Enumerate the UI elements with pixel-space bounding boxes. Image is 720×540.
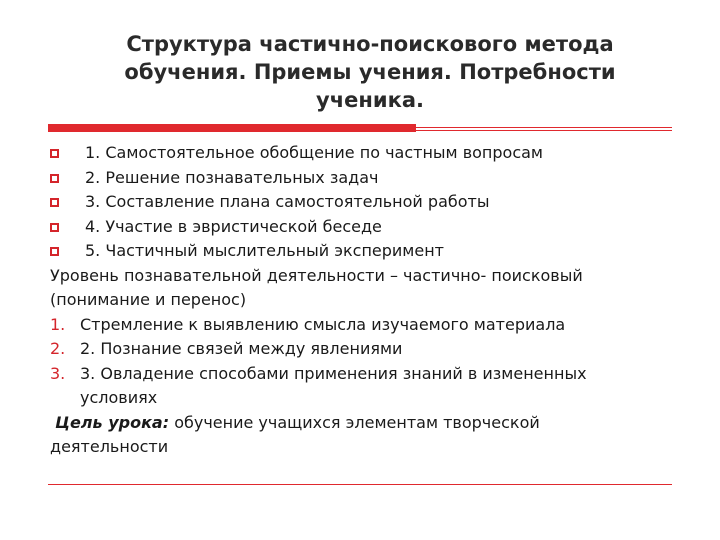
level-line-1: Уровень познавательной деятельности – частично- поисковый	[50, 265, 583, 285]
title-line-3: ученика.	[316, 88, 424, 112]
need-number: 3.	[50, 363, 66, 383]
bullet-text: 2. Решение познавательных задач	[85, 167, 379, 187]
bullet-text: 4. Участие в эвристической беседе	[85, 216, 382, 236]
bottom-divider	[48, 484, 672, 485]
slide-title	[60, 30, 680, 114]
need-item-3	[50, 362, 690, 387]
title-line-2: обучения. Приемы учения. Потребности	[124, 60, 616, 84]
need-text: 3. Овладение способами применения знаний в измененных	[80, 363, 587, 383]
goal-text-continuation: деятельности	[50, 437, 169, 456]
square-bullet-icon	[50, 223, 59, 232]
bullet-item-2	[50, 166, 690, 191]
square-bullet-icon	[50, 198, 59, 207]
title-divider	[48, 124, 672, 132]
bullet-item-4	[50, 215, 690, 240]
need-item-3-continuation: условиях	[80, 388, 158, 407]
bullet-text: 5. Частичный мыслительный эксперимент	[85, 241, 444, 260]
bullet-text: 3. Составление плана самостоятельной работы	[85, 192, 490, 211]
need-text: 2. Познание связей между явлениями	[80, 339, 403, 358]
need-text: Стремление к выявлению смысла изучаемого материала	[80, 314, 566, 334]
square-bullet-icon	[50, 149, 59, 158]
bullet-text: 1. Самостоятельное обобщение по частным вопросам	[85, 143, 543, 162]
need-item-1	[50, 313, 690, 338]
need-number: 2.	[50, 339, 66, 358]
divider-red-bar	[48, 124, 416, 132]
divider-thin-line	[48, 127, 672, 128]
bullet-item-1	[50, 141, 690, 166]
bullet-item-5	[50, 239, 690, 264]
level-line-2: (понимание и перенос)	[50, 290, 247, 309]
need-item-2	[50, 337, 690, 362]
square-bullet-icon	[50, 247, 59, 256]
square-bullet-icon	[50, 174, 59, 183]
goal-text: обучение учащихся элементам творческой	[174, 412, 540, 432]
goal-label: Цель урока:	[55, 412, 170, 432]
bullet-item-3	[50, 190, 690, 215]
divider-thin-line-lower	[416, 130, 672, 131]
title-line-1: Структура частично-поискового метода	[126, 32, 614, 56]
lesson-goal	[50, 411, 690, 436]
slide-content	[50, 141, 690, 460]
need-number: 1.	[50, 314, 66, 334]
